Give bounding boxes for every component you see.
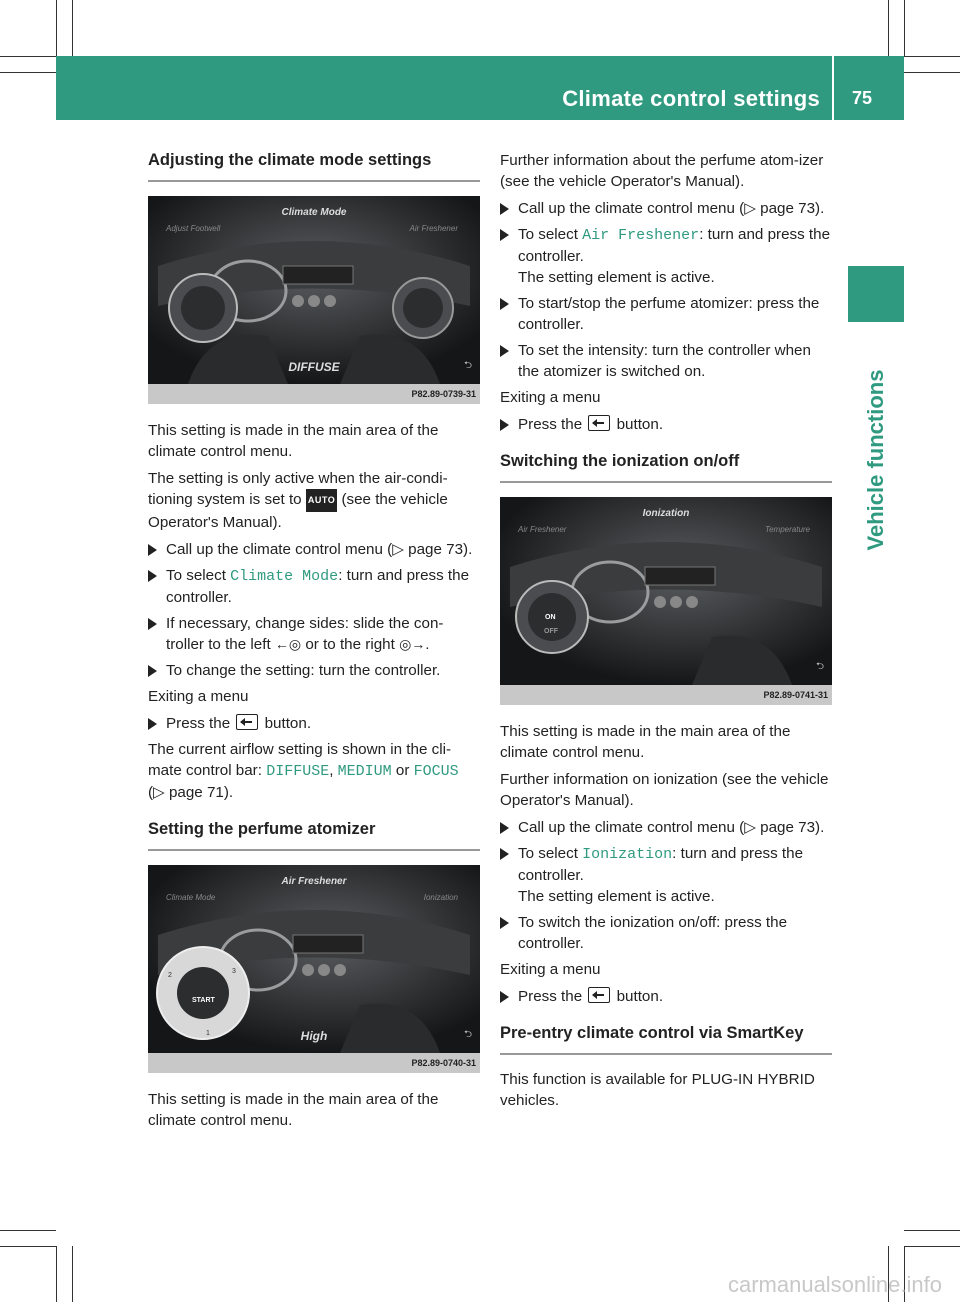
text: or [391,762,414,779]
section-heading-perfume: Setting the perfume atomizer [148,819,480,851]
image-code: P82.89-0740-31 [148,1053,480,1073]
back-icon: ⮌ [815,661,824,672]
text: (see the vehicle Operator's Manual). [148,491,448,531]
step-text: To select [166,567,231,584]
left-column [148,150,480,1137]
side-tab-label [856,330,896,590]
instruction-step [500,414,832,435]
paragraph: This setting is made in the main area of the climate control menu. [500,723,791,761]
step-text: button. [612,416,664,433]
subheading-exit: Exiting a menu [500,389,601,406]
instruction-step [500,198,832,219]
instruction-step [148,660,480,681]
text: , [329,762,338,779]
crop-mark [0,56,56,57]
crop-mark [888,0,889,56]
instruction-step [500,293,832,335]
airflow-option: FOCUS [413,763,459,780]
crop-mark [904,1230,960,1231]
step-text: : turn and press the controller. [166,567,470,606]
step-text: Call up the climate control menu (▷ page 73). [166,541,473,558]
instruction-step [500,912,832,954]
step-text: Call up the climate control menu (▷ page 73). [518,200,825,217]
watermark: carmanualsonline.info [727,1272,942,1297]
step-text: : turn and press the controller. [518,226,831,265]
start-label: START [192,997,215,1004]
subheading-exit: Exiting a menu [148,688,249,705]
paragraph: This setting is made in the main area of the climate control menu. [148,1091,439,1129]
step-arrow-icon [500,419,509,431]
side-tab-marker [848,266,904,322]
instruction-step [148,565,480,608]
crop-mark [904,72,960,73]
screen-left-label: Adjust Footwell [166,224,221,233]
air-freshener-screenshot [148,865,480,1053]
step-arrow-icon [500,229,509,241]
step-note: The setting element is active. [518,888,715,905]
step-text: Press the [166,715,235,732]
step-text: button. [612,988,664,1005]
step-arrow-icon [500,848,509,860]
crop-mark [0,1230,56,1231]
step-text: To select [518,226,583,243]
page-number: 75 [852,88,873,108]
section-heading-pre-entry: Pre-entry climate control via SmartKey [500,1023,832,1055]
step-text: Press the [518,416,587,433]
controller-right-icon: ◎→ [399,636,426,652]
paragraph: This setting is made in the main area of the climate control menu. [148,422,439,460]
menu-item-label: Ionization [582,846,673,863]
step-text: If necessary, change sides: slide the con-troller to the left [166,615,444,653]
header-divider [832,56,834,120]
instruction-step [500,340,832,382]
instruction-step [500,224,832,288]
screen-bottom-label: High [300,1029,328,1043]
on-label: ON [545,614,556,621]
screen-right-label: Temperature [764,525,810,534]
step-text: or to the right [301,636,400,653]
auto-icon: AUTO [306,489,337,512]
step-arrow-icon [500,991,509,1003]
step-text: To switch the ionization on/off: press the controller. [518,914,788,952]
step-arrow-icon [500,203,509,215]
image-code: P82.89-0741-31 [500,685,832,705]
crop-mark [0,72,56,73]
off-label: OFF [544,628,558,635]
screen-right-label: Ionization [423,893,458,902]
airflow-option: MEDIUM [337,763,392,780]
instruction-step [148,713,480,734]
image-code: P82.89-0739-31 [148,384,480,404]
back-button-icon [236,714,258,730]
instruction-step [500,817,832,838]
right-column [500,150,832,1117]
ionization-screenshot [500,497,832,685]
page-reference: (▷ page 71). [148,784,234,801]
step-arrow-icon [500,298,509,310]
crop-mark [904,0,905,56]
screen-left-label: Air Freshener [518,525,567,534]
screen-left-label: Climate Mode [166,893,216,902]
instruction-step [148,613,480,655]
step-arrow-icon [148,544,157,556]
svg-text:3: 3 [232,968,236,975]
crop-mark [904,1246,960,1247]
crop-mark [72,1246,73,1302]
climate-mode-screenshot [148,196,480,384]
menu-item-label: Air Freshener [582,227,700,244]
screen-title: Ionization [642,508,690,519]
crop-mark [904,56,960,57]
back-icon: ⮌ [463,360,472,371]
step-text: button. [260,715,312,732]
section-heading-ionization: Switching the ionization on/off [500,451,832,483]
text: The setting is only active when the air-condi-tioning system is set to [148,470,448,508]
airflow-option: DIFFUSE [266,763,330,780]
step-text: Press the [518,988,587,1005]
step-note: The setting element is active. [518,269,715,286]
step-text: Call up the climate control menu (▷ page 73). [518,819,825,836]
step-arrow-icon [500,345,509,357]
section-heading-climate-mode: Adjusting the climate mode settings [148,150,480,182]
back-button-icon [588,987,610,1003]
screen-right-label: Air Freshener [409,224,458,233]
step-text: To change the setting: turn the controller. [166,662,441,679]
back-button-icon [588,415,610,431]
menu-item-label: Climate Mode [230,568,339,585]
crop-mark [56,1246,57,1302]
svg-text:1: 1 [206,1030,210,1037]
instruction-step [500,986,832,1007]
subheading-exit: Exiting a menu [500,961,601,978]
step-text: To start/stop the perfume atomizer: press the controller. [518,295,820,333]
screen-bottom-label: DIFFUSE [288,360,340,374]
paragraph [148,739,480,782]
step-text: . [425,636,430,653]
instruction-step [500,843,832,907]
page-title: Climate control settings [562,86,820,111]
controller-left-icon: ←◎ [274,636,302,652]
screen-title: Air Freshener [281,876,347,887]
screen-title: Climate Mode [281,207,347,218]
instruction-step [148,539,480,560]
paragraph: Further information on ionization (see the vehicle Operator's Manual). [500,771,829,809]
step-arrow-icon [500,917,509,929]
crop-mark [56,0,57,56]
svg-text:2: 2 [168,972,172,979]
side-tab-text: Vehicle functions [863,369,888,551]
back-icon: ⮌ [463,1029,472,1040]
paragraph: This function is available for PLUG-IN HYBRID vehicles. [500,1071,815,1109]
step-text: : turn and press the controller. [518,845,804,884]
step-arrow-icon [148,718,157,730]
step-arrow-icon [500,822,509,834]
step-text: To set the intensity: turn the controller when the atomizer is switched on. [518,342,811,380]
step-arrow-icon [148,570,157,582]
step-text: To select [518,845,583,862]
text: The current airflow setting is shown in the cli-mate control bar: [148,741,452,779]
crop-mark [0,1246,56,1247]
step-arrow-icon [148,665,157,677]
paragraph: Further information about the perfume atom-izer (see the vehicle Operator's Manual). [500,152,824,190]
step-arrow-icon [148,618,157,630]
crop-mark [72,0,73,56]
paragraph [148,468,480,533]
